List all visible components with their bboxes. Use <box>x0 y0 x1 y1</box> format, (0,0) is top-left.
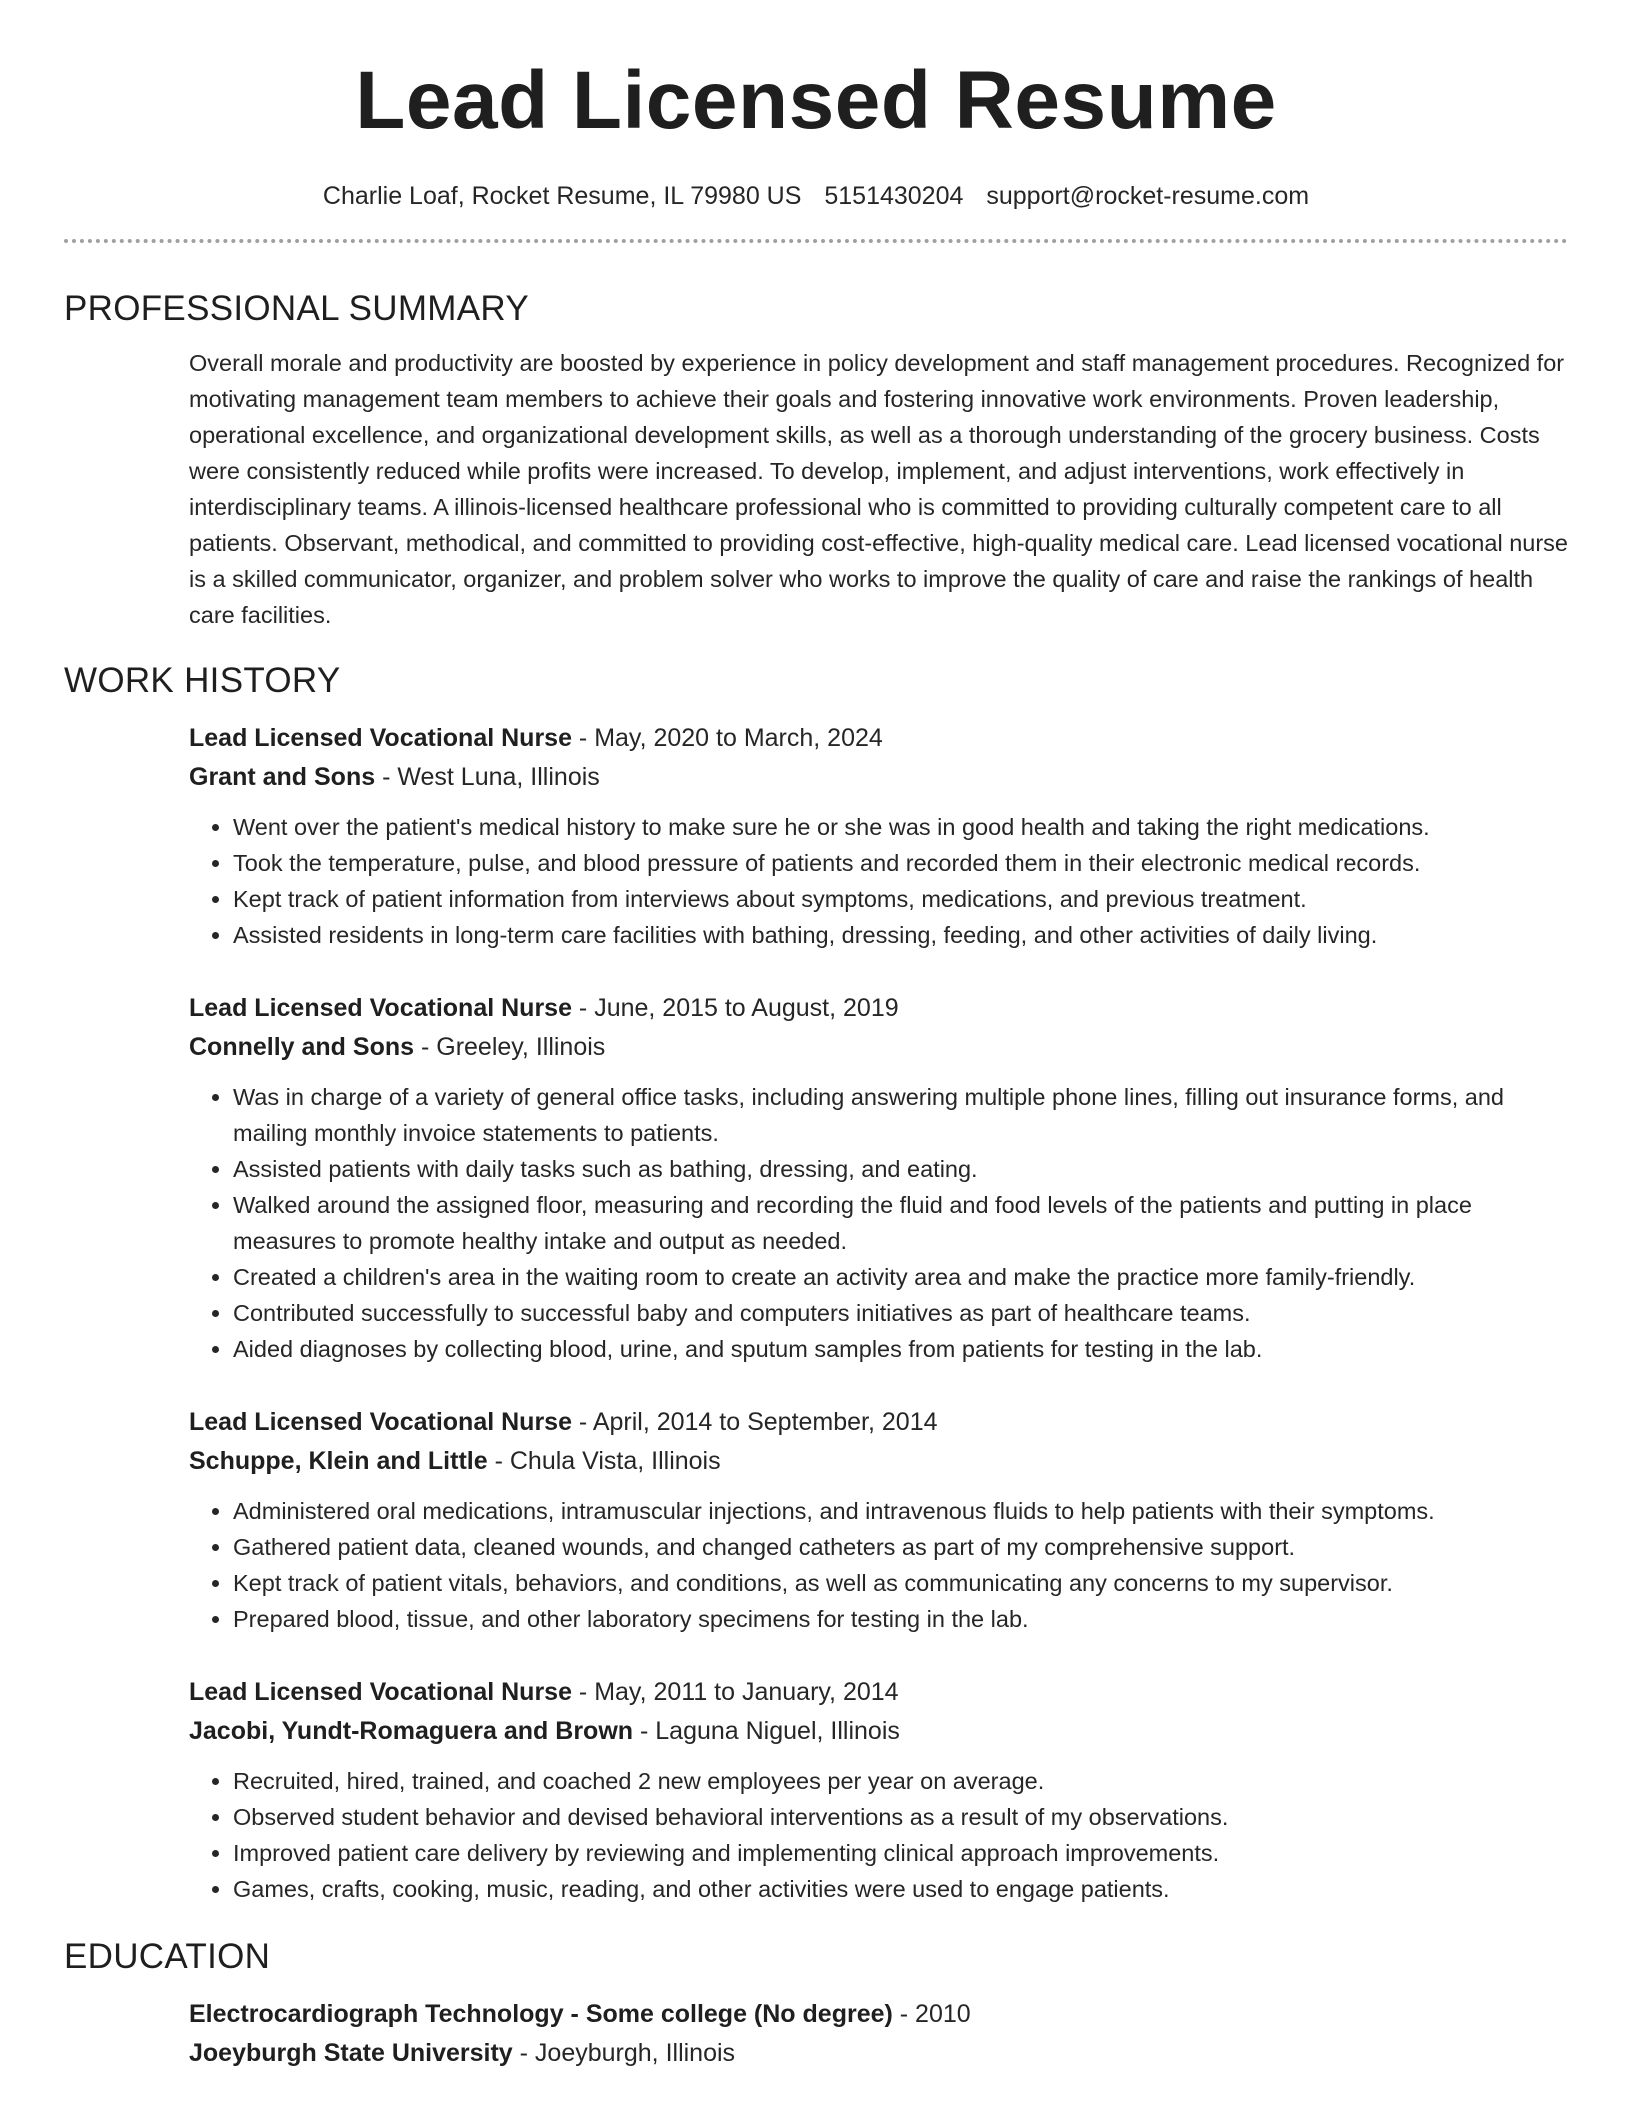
job-title: Lead Licensed Vocational Nurse <box>189 723 572 752</box>
education-school-line <box>189 2034 1568 2073</box>
job-location: - Laguna Niguel, Illinois <box>633 1716 900 1745</box>
education-school: Joeyburgh State University <box>189 2038 513 2067</box>
bullet-item: • Administered oral medications, intramuscular injections, and intravenous fluids to help patients with their symptoms. <box>233 1493 1568 1529</box>
bullet-item: • Observed student behavior and devised behavioral interventions as a result of my observations. <box>233 1799 1568 1835</box>
summary-section <box>64 345 1568 633</box>
work-history-heading: WORK HISTORY <box>64 660 341 700</box>
job-entry <box>189 1403 1568 1637</box>
bullet-item: • Took the temperature, pulse, and blood pressure of patients and recorded them in their electronic medical records. <box>233 845 1568 881</box>
education-heading: EDUCATION <box>64 1936 271 1976</box>
summary-heading: PROFESSIONAL SUMMARY <box>64 288 529 328</box>
bullet-item: • Aided diagnoses by collecting blood, urine, and sputum samples from patients for testing in the lab. <box>233 1331 1568 1367</box>
job-bullets <box>189 1493 1568 1637</box>
resume-title: Lead Licensed Resume <box>355 55 1277 146</box>
job-company-line <box>189 1028 1568 1067</box>
job-company: Grant and Sons <box>189 762 376 791</box>
job-bullets <box>189 1763 1568 1907</box>
job-dates: - April, 2014 to September, 2014 <box>571 1407 938 1436</box>
bullet-item: • Games, crafts, cooking, music, reading, and other activities were used to engage patients. <box>233 1871 1568 1907</box>
contact-address: Charlie Loaf, Rocket Resume, IL 79980 US <box>322 182 802 210</box>
bullet-item: • Prepared blood, tissue, and other laboratory specimens for testing in the lab. <box>233 1601 1568 1637</box>
job-title: Lead Licensed Vocational Nurse <box>189 1677 572 1706</box>
education-section <box>64 1995 1568 2073</box>
education-location: - Joeyburgh, Illinois <box>512 2038 736 2067</box>
job-entry <box>189 989 1568 1367</box>
job-bullets <box>189 1079 1568 1367</box>
header-divider <box>64 239 1568 243</box>
job-title-line <box>189 1403 1568 1442</box>
job-title-line <box>189 719 1568 758</box>
job-company-line <box>189 1442 1568 1481</box>
bullet-item: • Gathered patient data, cleaned wounds, and changed catheters as part of my comprehensive support. <box>233 1529 1568 1565</box>
bullet-item: • Was in charge of a variety of general office tasks, including answering multiple phone lines, filling out insurance forms, and mailing monthly invoice statements to patients. <box>233 1079 1568 1151</box>
bullet-item: • Walked around the assigned floor, measuring and recording the fluid and food levels of the patients and putting in place measures to promote healthy intake and output as needed. <box>233 1187 1568 1259</box>
education-degree: Electrocardiograph Technology - Some college (No degree) <box>189 1999 893 2028</box>
job-location: - Greeley, Illinois <box>414 1032 606 1061</box>
bullet-item: • Contributed successfully to successful baby and computers initiatives as part of healthcare teams. <box>233 1295 1568 1331</box>
job-company: Connelly and Sons <box>189 1032 415 1061</box>
bullet-item: • Recruited, hired, trained, and coached 2 new employees per year on average. <box>233 1763 1568 1799</box>
job-company: Schuppe, Klein and Little <box>189 1446 488 1475</box>
bullet-item: • Assisted residents in long-term care facilities with bathing, dressing, feeding, and other activities of daily living. <box>233 917 1568 953</box>
job-location: - West Luna, Illinois <box>375 762 600 791</box>
contact-line <box>64 180 1568 213</box>
job-dates: - June, 2015 to August, 2019 <box>571 993 899 1022</box>
job-entry <box>189 719 1568 953</box>
job-dates: - May, 2011 to January, 2014 <box>571 1677 899 1706</box>
job-location: - Chula Vista, Illinois <box>487 1446 721 1475</box>
contact-phone: 5151430204 <box>824 182 964 210</box>
work-history-section <box>64 719 1568 1907</box>
job-title: Lead Licensed Vocational Nurse <box>189 1407 572 1436</box>
job-title-line <box>189 989 1568 1028</box>
job-dates: - May, 2020 to March, 2024 <box>571 723 883 752</box>
job-company: Jacobi, Yundt-Romaguera and Brown <box>189 1716 634 1745</box>
bullet-item: • Went over the patient's medical history to make sure he or she was in good health and taking the right medications. <box>233 809 1568 845</box>
job-entry <box>189 1673 1568 1907</box>
job-title-line <box>189 1673 1568 1712</box>
bullet-item: • Improved patient care delivery by reviewing and implementing clinical approach improvements. <box>233 1835 1568 1871</box>
bullet-item: • Created a children's area in the waiting room to create an activity area and make the practice more family-friendly. <box>233 1259 1568 1295</box>
contact-email: support@rocket-resume.com <box>986 182 1310 210</box>
bullet-item: • Kept track of patient information from interviews about symptoms, medications, and previous treatment. <box>233 881 1568 917</box>
job-title: Lead Licensed Vocational Nurse <box>189 993 572 1022</box>
education-degree-line <box>189 1995 1568 2034</box>
job-bullets <box>189 809 1568 953</box>
job-company-line <box>189 758 1568 797</box>
bullet-item: • Assisted patients with daily tasks such as bathing, dressing, and eating. <box>233 1151 1568 1187</box>
education-year: - 2010 <box>892 1999 971 2028</box>
summary-text: Overall morale and productivity are boosted by experience in policy development and staff management procedures. Recognized for motivating management team members to achieve their goals and fostering innovative work environments. Proven leadership, operational excellence, and organizational development skills, as well as a thorough understanding of the grocery business. Costs were consistently reduced while profits were increased. To develop, implement, and adjust interventions, work effectively in interdisciplinary teams. A illinois-licensed healthcare professional who is committed to providing culturally competent care to all patients. Observant, methodical, and committed to providing cost-effective, high-quality medical care. Lead licensed vocational nurse is a skilled communicator, organizer, and problem solver who works to improve the quality of care and raise the rankings of health care facilities. <box>189 349 1568 628</box>
job-company-line <box>189 1712 1568 1751</box>
bullet-item: • Kept track of patient vitals, behaviors, and conditions, as well as communicating any concerns to my supervisor. <box>233 1565 1568 1601</box>
